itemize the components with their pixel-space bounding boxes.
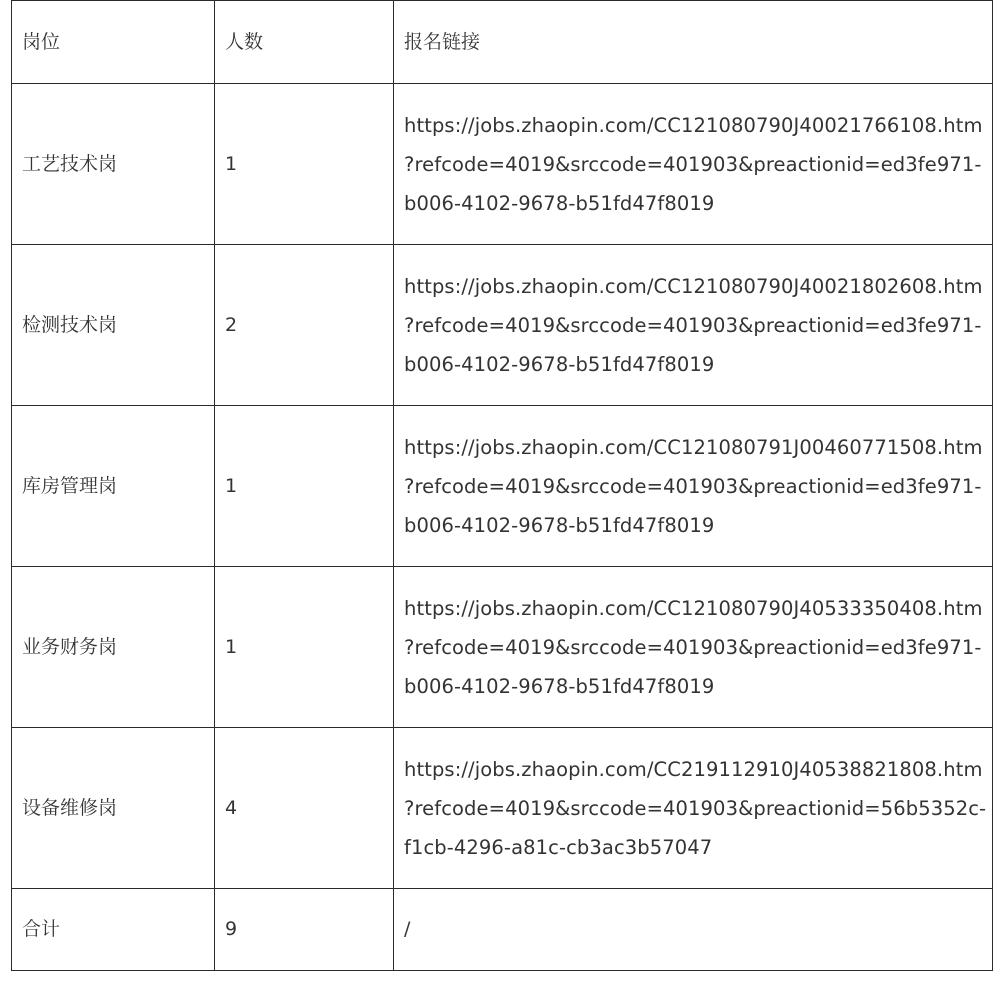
link-cell[interactable]: [394, 567, 993, 728]
link-line: ?refcode=4019&srccode=401903&preactionid=ed3fe971-: [404, 635, 982, 659]
total-label: 合计: [12, 889, 215, 971]
link-cell[interactable]: [394, 84, 993, 245]
table-row: [12, 245, 993, 406]
link-line: b006-4102-9678-b51fd47f8019: [404, 513, 715, 537]
table-row: [12, 406, 993, 567]
position-cell: 业务财务岗: [12, 567, 215, 728]
link-line: b006-4102-9678-b51fd47f8019: [404, 674, 715, 698]
count-cell: 1: [215, 567, 394, 728]
link-line: https://jobs.zhaopin.com/CC121080790J40021766108.htm: [404, 113, 983, 137]
link-line: https://jobs.zhaopin.com/CC219112910J40538821808.htm: [404, 757, 983, 781]
link-line: b006-4102-9678-b51fd47f8019: [404, 191, 715, 215]
count-cell: 2: [215, 245, 394, 406]
count-cell: 4: [215, 728, 394, 889]
count-cell: 1: [215, 84, 394, 245]
position-cell: 设备维修岗: [12, 728, 215, 889]
header-count: 人数: [215, 1, 394, 84]
total-row: [12, 889, 993, 971]
link-line: ?refcode=4019&srccode=401903&preactionid=ed3fe971-: [404, 474, 982, 498]
total-link: /: [394, 889, 993, 971]
count-cell: 1: [215, 406, 394, 567]
link-line: https://jobs.zhaopin.com/CC121080790J40533350408.htm: [404, 596, 983, 620]
position-cell: 工艺技术岗: [12, 84, 215, 245]
link-cell[interactable]: [394, 728, 993, 889]
header-position: 岗位: [12, 1, 215, 84]
jobs-table: [11, 0, 993, 971]
header-row: [12, 1, 993, 84]
link-line: https://jobs.zhaopin.com/CC121080791J00460771508.htm: [404, 435, 983, 459]
link-cell[interactable]: [394, 406, 993, 567]
link-cell[interactable]: [394, 245, 993, 406]
link-line: ?refcode=4019&srccode=401903&preactionid=ed3fe971-: [404, 152, 982, 176]
total-count: 9: [215, 889, 394, 971]
link-line: b006-4102-9678-b51fd47f8019: [404, 352, 715, 376]
position-cell: 库房管理岗: [12, 406, 215, 567]
table-row: [12, 567, 993, 728]
position-cell: 检测技术岗: [12, 245, 215, 406]
link-line: ?refcode=4019&srccode=401903&preactionid=56b5352c-: [404, 796, 987, 820]
table-row: [12, 84, 993, 245]
link-line: ?refcode=4019&srccode=401903&preactionid=ed3fe971-: [404, 313, 982, 337]
header-link: 报名链接: [394, 1, 993, 84]
link-line: https://jobs.zhaopin.com/CC121080790J40021802608.htm: [404, 274, 983, 298]
link-line: f1cb-4296-a81c-cb3ac3b57047: [404, 835, 713, 859]
table-row: [12, 728, 993, 889]
